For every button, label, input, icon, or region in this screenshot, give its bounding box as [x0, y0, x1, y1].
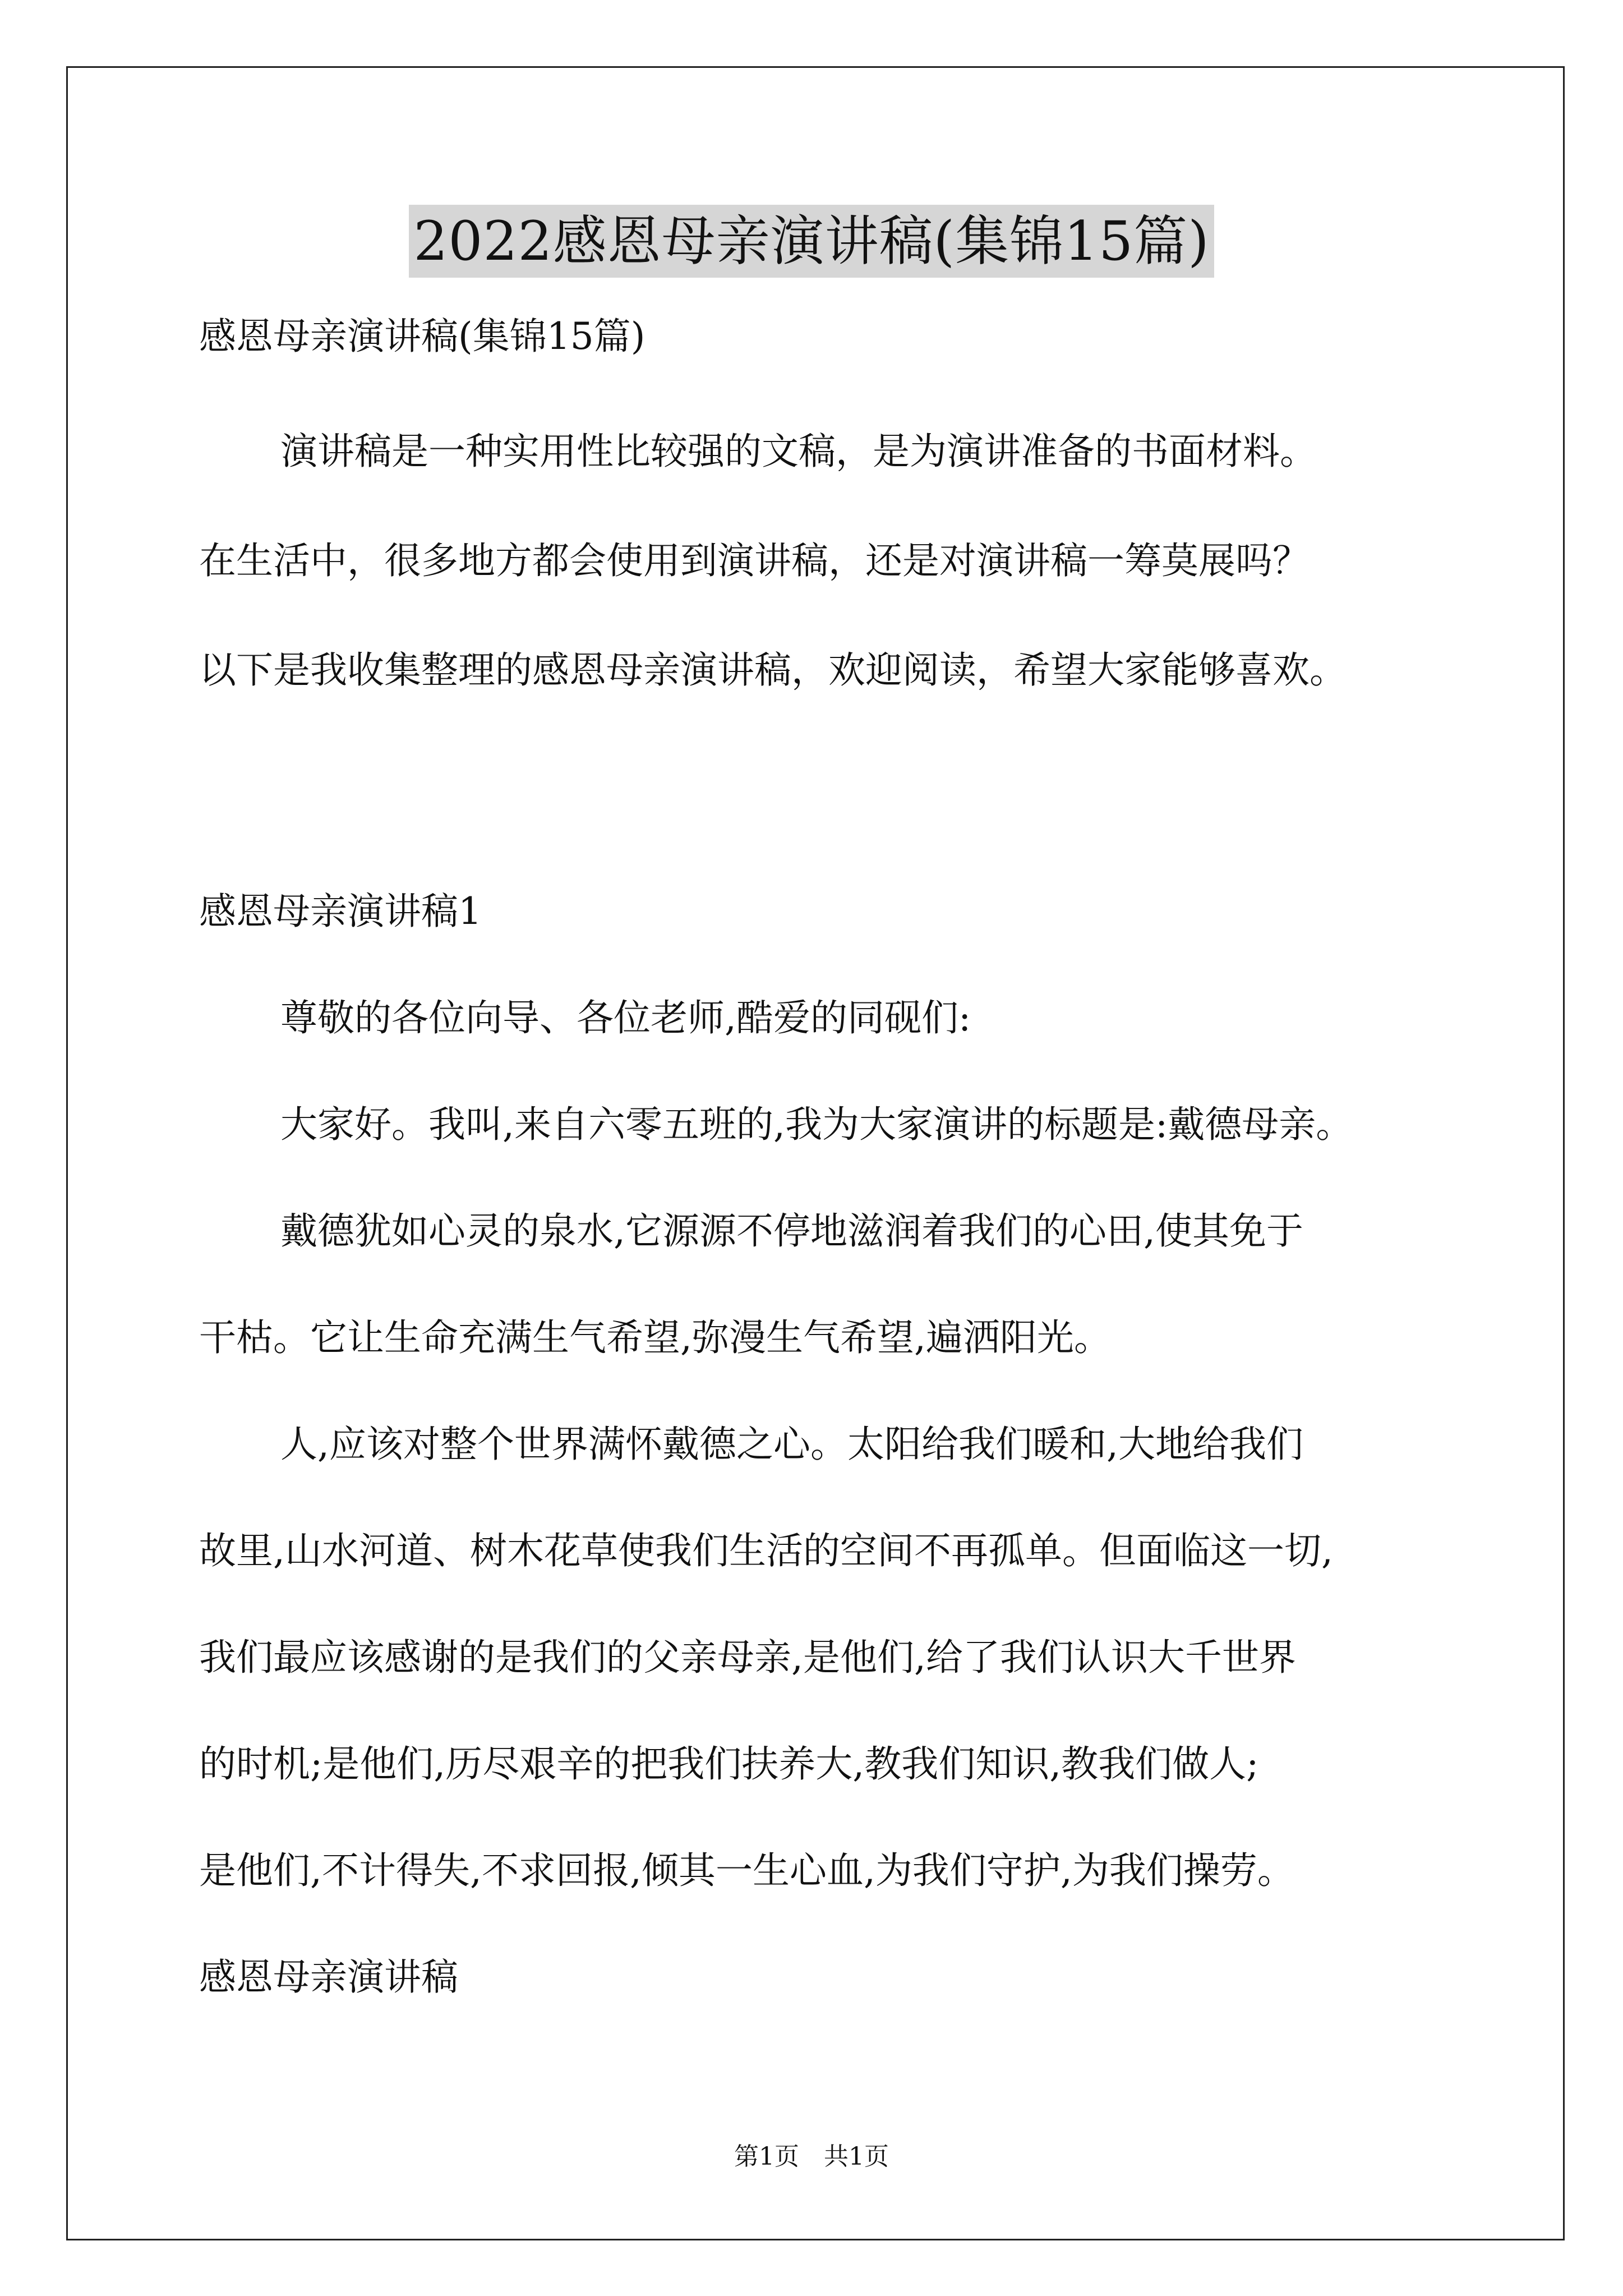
body-line-8: 的时机;是他们,历尽艰辛的把我们扶养大,教我们知识,教我们做人;: [199, 1742, 1259, 1786]
subtitle: 感恩母亲演讲稿(集锦15篇): [199, 315, 645, 358]
body-line-3: 戴德犹如心灵的泉水,它源源不停地滋润着我们的心田,使其免于: [280, 1209, 1303, 1253]
body-line-2: 大家好。我叫,来自六零五班的,我为大家演讲的标题是:戴德母亲。: [280, 1103, 1353, 1146]
document-title: 2022感恩母亲演讲稿(集锦15篇): [409, 205, 1214, 278]
body-line-1: 尊敬的各位向导、各位老师,酷爱的同砚们:: [280, 996, 971, 1039]
intro-line-2: 在生活中，很多地方都会使用到演讲稿，还是对演讲稿一筹莫展吗？: [199, 539, 1310, 582]
body-line-10: 感恩母亲演讲稿: [199, 1955, 458, 1999]
body-line-7: 我们最应该感谢的是我们的父亲母亲,是他们,给了我们认识大千世界: [199, 1636, 1296, 1679]
body-line-4: 干枯。它让生命充满生气希望,弥漫生气希望,遍洒阳光。: [199, 1316, 1111, 1359]
body-line-9: 是他们,不计得失,不求回报,倾其一生心血,为我们守护,为我们操劳。: [199, 1849, 1294, 1892]
intro-line-3: 以下是我收集整理的感恩母亲演讲稿，欢迎阅读，希望大家能够喜欢。: [199, 648, 1347, 692]
body-line-5: 人,应该对整个世界满怀戴德之心。太阳给我们暖和,大地给我们: [280, 1423, 1303, 1466]
page-border: [66, 66, 1565, 2240]
body-line-6: 故里,山水河道、树木花草使我们生活的空间不再孤单。但面临这一切,: [199, 1529, 1333, 1572]
section-heading: 感恩母亲演讲稿1: [199, 890, 482, 933]
page-footer: 第1页 共1页: [734, 2142, 889, 2171]
intro-line-1: 演讲稿是一种实用性比较强的文稿，是为演讲准备的书面材料。: [280, 430, 1317, 473]
title-container: [0, 205, 1623, 278]
